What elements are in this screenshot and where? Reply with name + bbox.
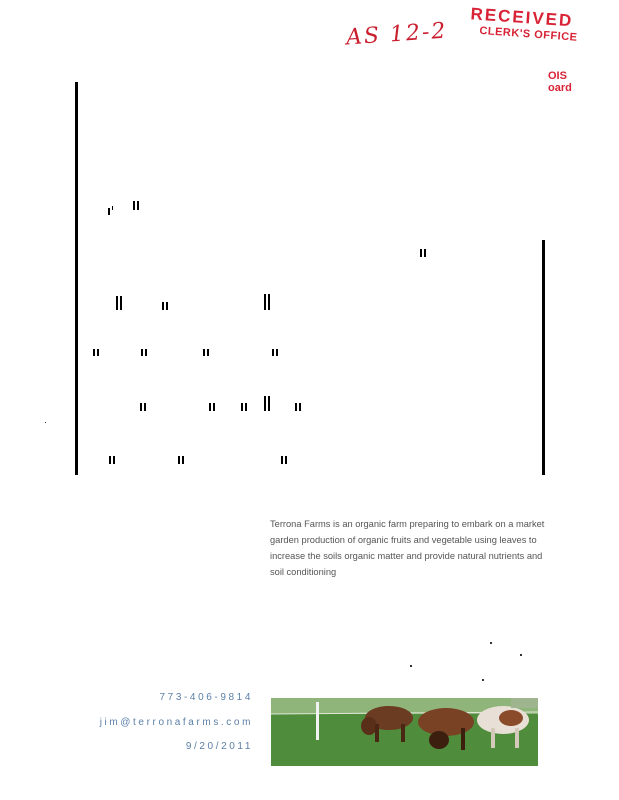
tick-mark bbox=[97, 349, 99, 356]
tick-mark bbox=[285, 456, 287, 464]
tick-mark bbox=[145, 349, 147, 356]
tick-mark bbox=[162, 302, 164, 310]
tick-mark bbox=[133, 201, 135, 210]
tick-mark bbox=[424, 249, 426, 257]
stamp-clerk-office-text: CLERK'S OFFICE bbox=[478, 24, 578, 44]
tick-mark bbox=[268, 294, 270, 310]
stamp-fragment-line2: oard bbox=[548, 82, 572, 94]
stamp-fragment-line1: OIS bbox=[548, 70, 567, 82]
farm-description: Terrona Farms is an organic farm preparing to embark on a market garden production of organic fruits and vegetable using leaves to increase the soils organic matter and provide natural nutrients and soil conditioning bbox=[270, 519, 545, 577]
stamp-received-text: RECEIVED bbox=[469, 4, 574, 31]
tick-mark bbox=[109, 456, 111, 464]
speck bbox=[520, 654, 522, 656]
tick-mark bbox=[281, 456, 283, 464]
left-vertical-rule bbox=[75, 82, 78, 475]
contact-email: jim@terronafarms.com bbox=[99, 717, 253, 728]
tick-mark bbox=[112, 206, 113, 210]
tick-mark bbox=[178, 456, 180, 464]
contact-date: 9/20/2011 bbox=[185, 741, 253, 752]
tick-mark bbox=[166, 302, 168, 310]
speck bbox=[482, 679, 484, 681]
tick-mark bbox=[140, 403, 142, 411]
tick-mark bbox=[207, 349, 209, 356]
speck bbox=[490, 642, 492, 644]
tick-mark bbox=[241, 403, 243, 411]
received-stamp bbox=[469, 4, 579, 43]
tick-mark bbox=[209, 403, 211, 411]
tick-mark bbox=[268, 396, 270, 411]
tick-mark bbox=[420, 249, 422, 257]
contact-phone: 773-406-9814 bbox=[159, 692, 253, 703]
tick-mark bbox=[93, 349, 95, 356]
tick-mark bbox=[137, 201, 139, 210]
tick-mark bbox=[113, 456, 115, 464]
cows-grazing-illustration bbox=[271, 698, 538, 766]
tick-mark bbox=[245, 403, 247, 411]
tick-mark bbox=[120, 296, 122, 310]
tick-mark bbox=[213, 403, 215, 411]
tick-mark bbox=[116, 296, 118, 310]
right-vertical-rule bbox=[542, 240, 545, 475]
tick-mark bbox=[144, 403, 146, 411]
tick-mark bbox=[141, 349, 143, 356]
tick-mark bbox=[108, 208, 110, 215]
speck bbox=[410, 665, 412, 667]
cows-grazing-photo bbox=[271, 698, 538, 766]
tick-mark bbox=[264, 294, 266, 310]
tick-mark bbox=[299, 403, 301, 411]
tick-mark bbox=[203, 349, 205, 356]
tick-mark bbox=[182, 456, 184, 464]
tick-mark bbox=[264, 396, 266, 411]
handwritten-note: AS 12-2 bbox=[345, 18, 449, 51]
tick-mark bbox=[295, 403, 297, 411]
stamp-fragment bbox=[548, 70, 572, 94]
tick-mark bbox=[272, 349, 274, 356]
tick-mark bbox=[276, 349, 278, 356]
speck bbox=[45, 422, 46, 423]
